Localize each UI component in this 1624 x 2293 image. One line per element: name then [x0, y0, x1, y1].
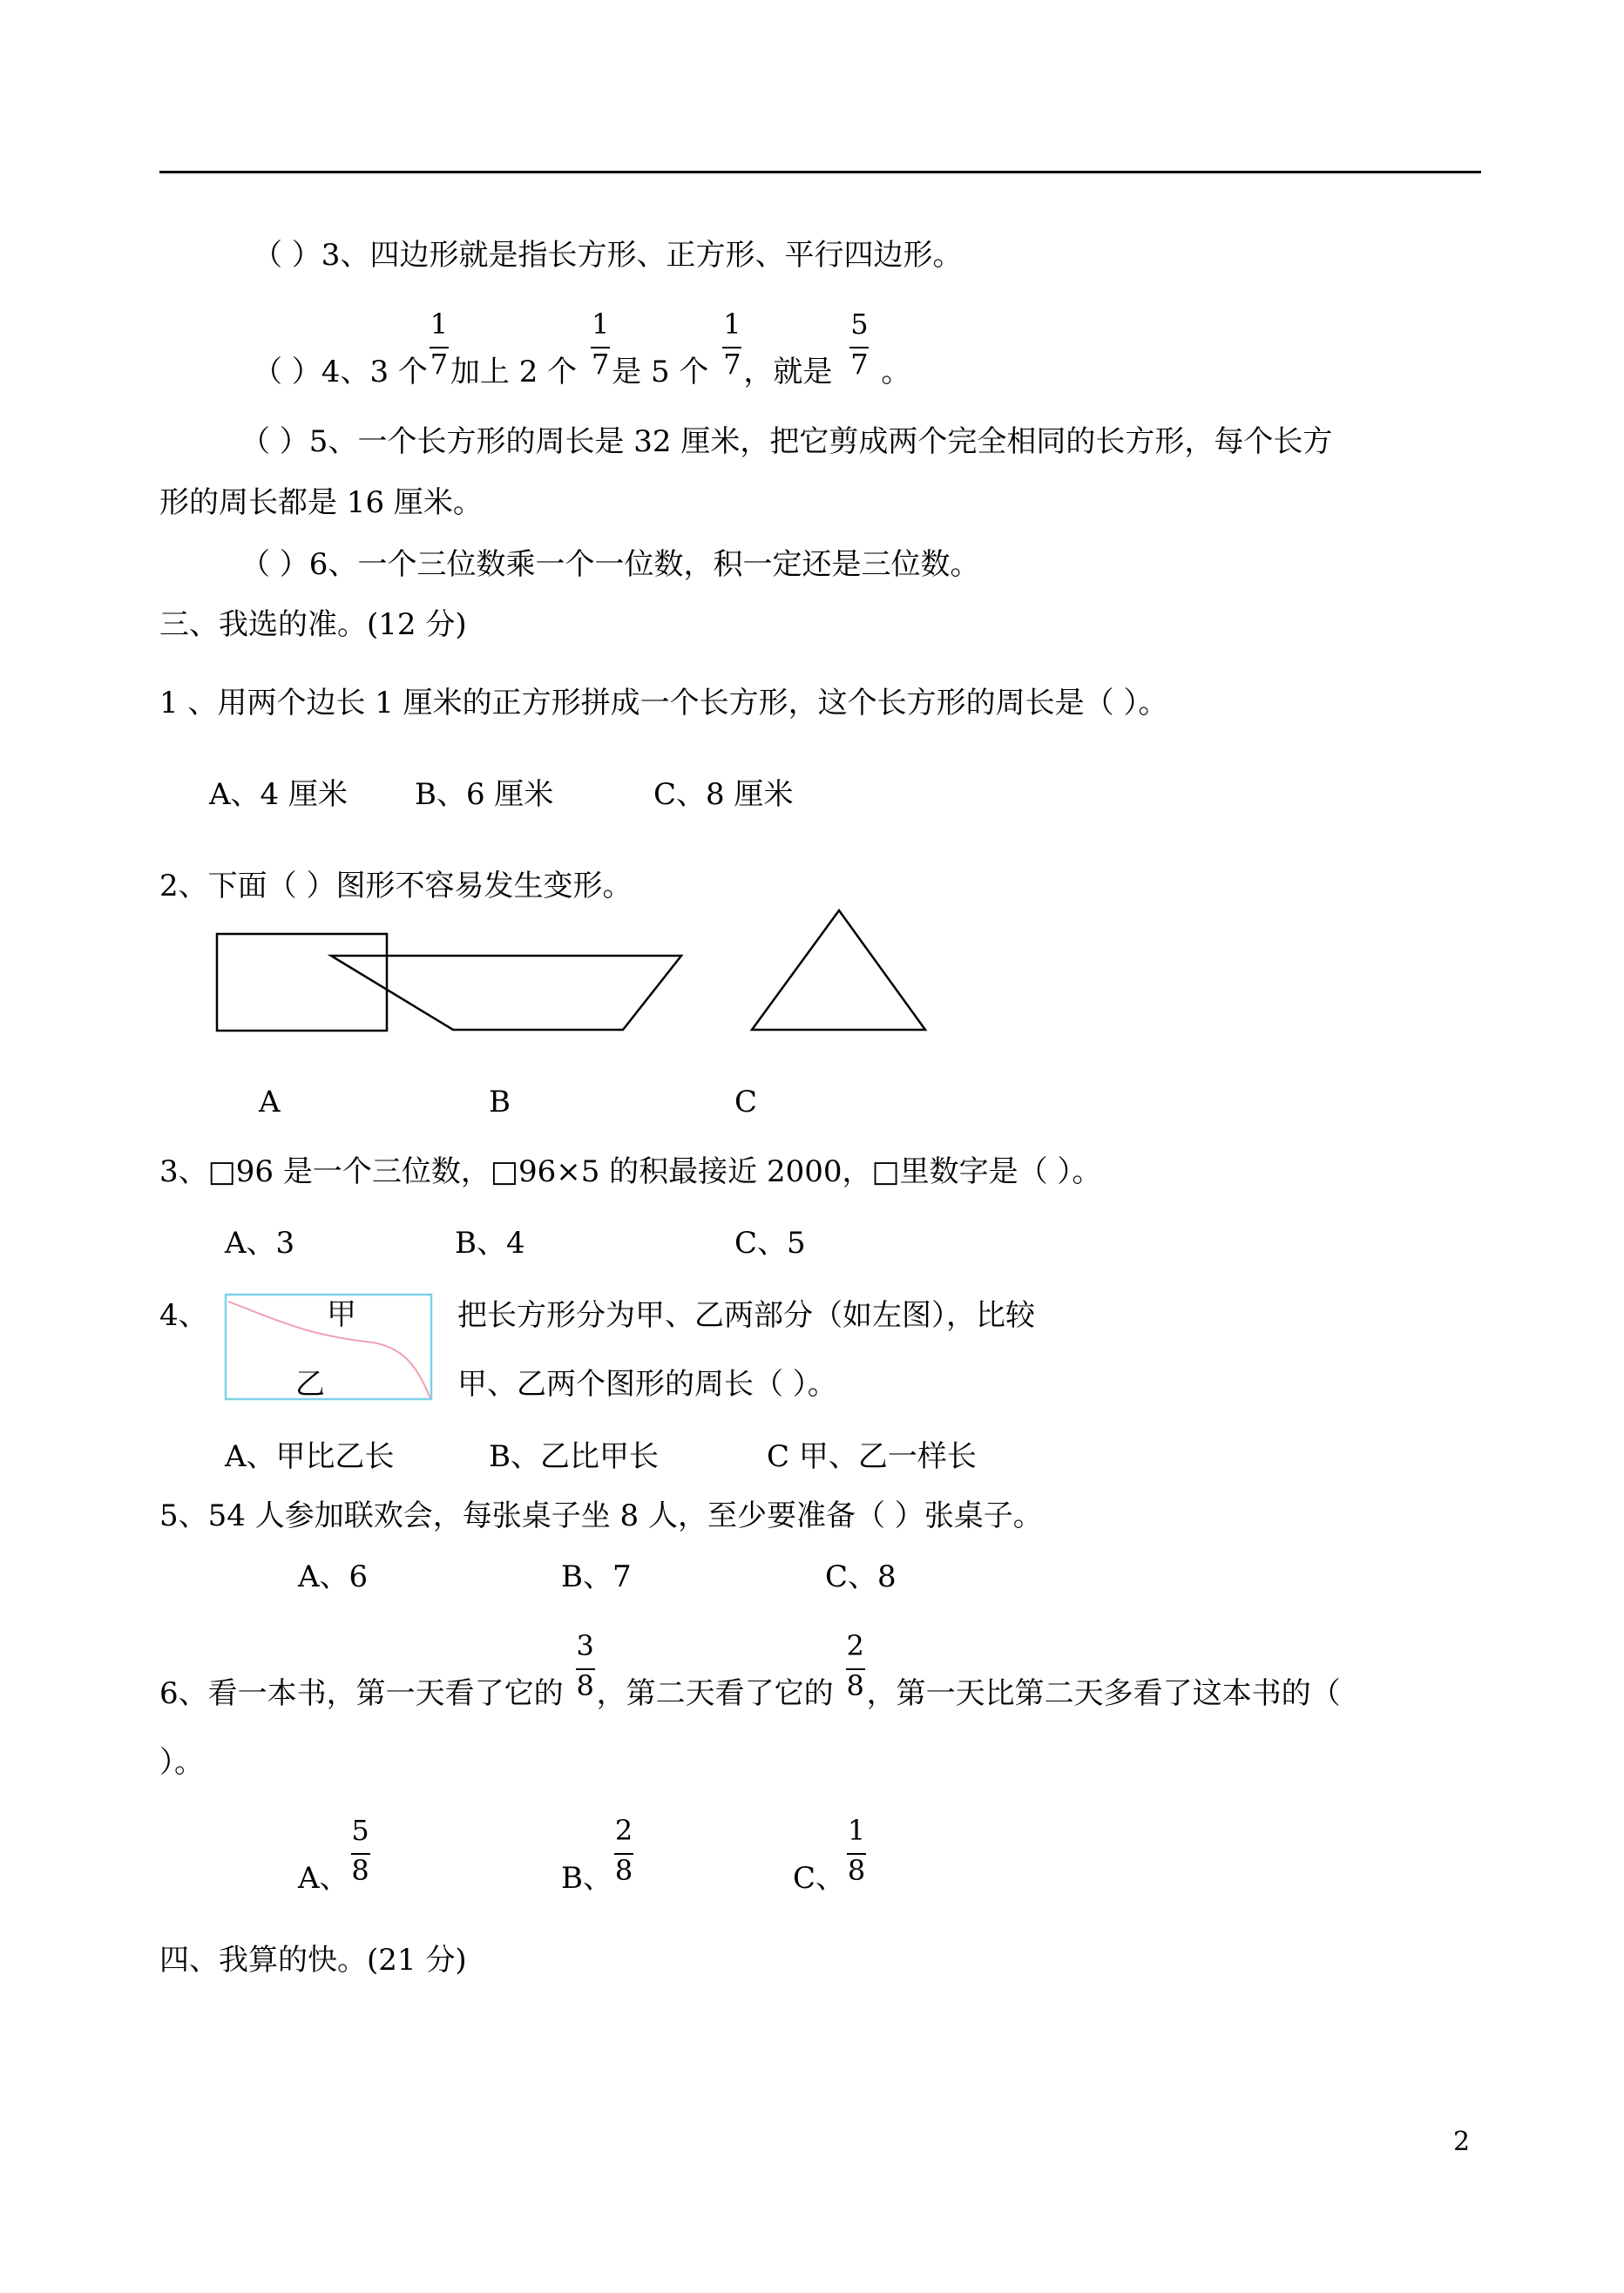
choice-q3-option-a: A、3 [225, 1226, 295, 1261]
choice-q6-mid: ，第二天看了它的 [596, 1676, 834, 1711]
section-title-choose: 三、我选的准。(12 分) [159, 607, 467, 642]
choice-q3-option-b: B、4 [455, 1226, 525, 1261]
choice-q4-line1: 把长方形分为甲、乙两部分（如左图），比较 [457, 1298, 1035, 1333]
shape-label-c: C [734, 1085, 758, 1119]
choice-q4-number: 4、 [159, 1298, 208, 1333]
fraction-two-eighths: $\frac{2}{8}$ [846, 1629, 864, 1702]
fraction-five-eighths: $\frac{5}{8}$ [351, 1814, 369, 1887]
choice-q6-option-a: A、 $\frac{5}{8}$ [298, 1853, 372, 1893]
rectangle-shape [217, 934, 387, 1031]
page-number: 2 [1453, 2127, 1471, 2157]
shape-figures [209, 906, 932, 1045]
shape-label-a: A [259, 1085, 281, 1119]
judge-q5-line2: 形的周长都是 16 厘米。 [159, 485, 483, 520]
choice-q1-option-a: A、4 厘米 [209, 777, 348, 812]
shape-label-b: B [489, 1085, 511, 1119]
choice-q6-option-b: B、 $\frac{2}{8}$ [561, 1853, 635, 1893]
choice-q3: 3、□96 是一个三位数，□96×5 的积最接近 2000，□里数字是（ ）。 [159, 1154, 1102, 1189]
choice-q5-option-a: A、6 [298, 1559, 369, 1594]
judge-q4-mid2: 是 5 个 [612, 355, 709, 389]
fraction-one-seventh: $\frac{1}{7}$ [723, 308, 741, 381]
judge-q3: （ ）3、四边形就是指长方形、正方形、平行四边形。 [253, 238, 963, 273]
choice-q1-option-c: C、8 厘米 [653, 777, 794, 812]
fraction-five-sevenths: $\frac{5}{7}$ [850, 308, 869, 381]
choice-q5-option-c: C、8 [825, 1559, 897, 1594]
triangle-shape [752, 910, 925, 1030]
choice-q6-prefix: 6、看一本书，第一天看了它的 [159, 1676, 564, 1711]
fraction-three-eighths: $\frac{3}{8}$ [576, 1629, 594, 1702]
choice-q3-option-c: C、5 [734, 1226, 806, 1261]
choice-q4-line2: 甲、乙两个图形的周长（ ）。 [457, 1367, 837, 1402]
fraction-one-eighth: $\frac{1}{8}$ [847, 1814, 866, 1887]
choice-q6 [159, 1629, 1341, 1711]
judge-q5-line1: （ ）5、一个长方形的周长是 32 厘米，把它剪成两个完全相同的长方形，每个长方 [240, 424, 1333, 459]
choice-q6-suffix: ，第一天比第二天多看了这本书的（ [866, 1676, 1341, 1711]
section-title-calculate: 四、我算的快。(21 分) [159, 1943, 467, 1978]
choice-q5-option-b: B、7 [561, 1559, 632, 1594]
judge-q6: （ ）6、一个三位数乘一个一位数，积一定还是三位数。 [240, 547, 980, 582]
fraction-two-eighths: $\frac{2}{8}$ [614, 1814, 633, 1887]
choice-q6-option-c: C、 $\frac{1}{8}$ [793, 1853, 868, 1893]
region-label-yi: 乙 [295, 1367, 325, 1402]
choice-q4-option-b: B、乙比甲长 [489, 1439, 659, 1474]
choice-q2: 2、下面（ ）图形不容易发生变形。 [159, 869, 633, 903]
choice-q4-option-c: C 甲、乙一样长 [767, 1439, 977, 1474]
parallelogram-shape [331, 956, 681, 1030]
fraction-one-seventh: $\frac{1}{7}$ [591, 308, 610, 381]
judge-q4-mid3: ，就是 [743, 355, 833, 389]
judge-q4-prefix: （ ）4、3 个 [253, 355, 428, 389]
judge-q4: （ ）4、3 个 $\frac{1}{7}$ 加上 2 个 $\frac{1}{7}$ 是 5 个 $\frac{1}{7}$ ，就是 $\frac{5}{7}$ 。 [253, 308, 911, 389]
choice-q6-line2: ）。 [159, 1745, 204, 1780]
fraction-one-seventh: $\frac{1}{7}$ [430, 308, 449, 381]
region-label-jia: 甲 [327, 1297, 356, 1332]
header-rule [159, 171, 1481, 173]
choice-q4-option-a: A、甲比乙长 [225, 1439, 395, 1474]
choice-q1: 1 、用两个边长 1 厘米的正方形拼成一个长方形，这个长方形的周长是（ ）。 [159, 686, 1168, 720]
choice-q1-option-b: B、6 厘米 [415, 777, 554, 812]
judge-q4-mid1: 加上 2 个 [450, 355, 578, 389]
choice-q5: 5、54 人参加联欢会，每张桌子坐 8 人，至少要准备（ ）张桌子。 [159, 1498, 1043, 1533]
